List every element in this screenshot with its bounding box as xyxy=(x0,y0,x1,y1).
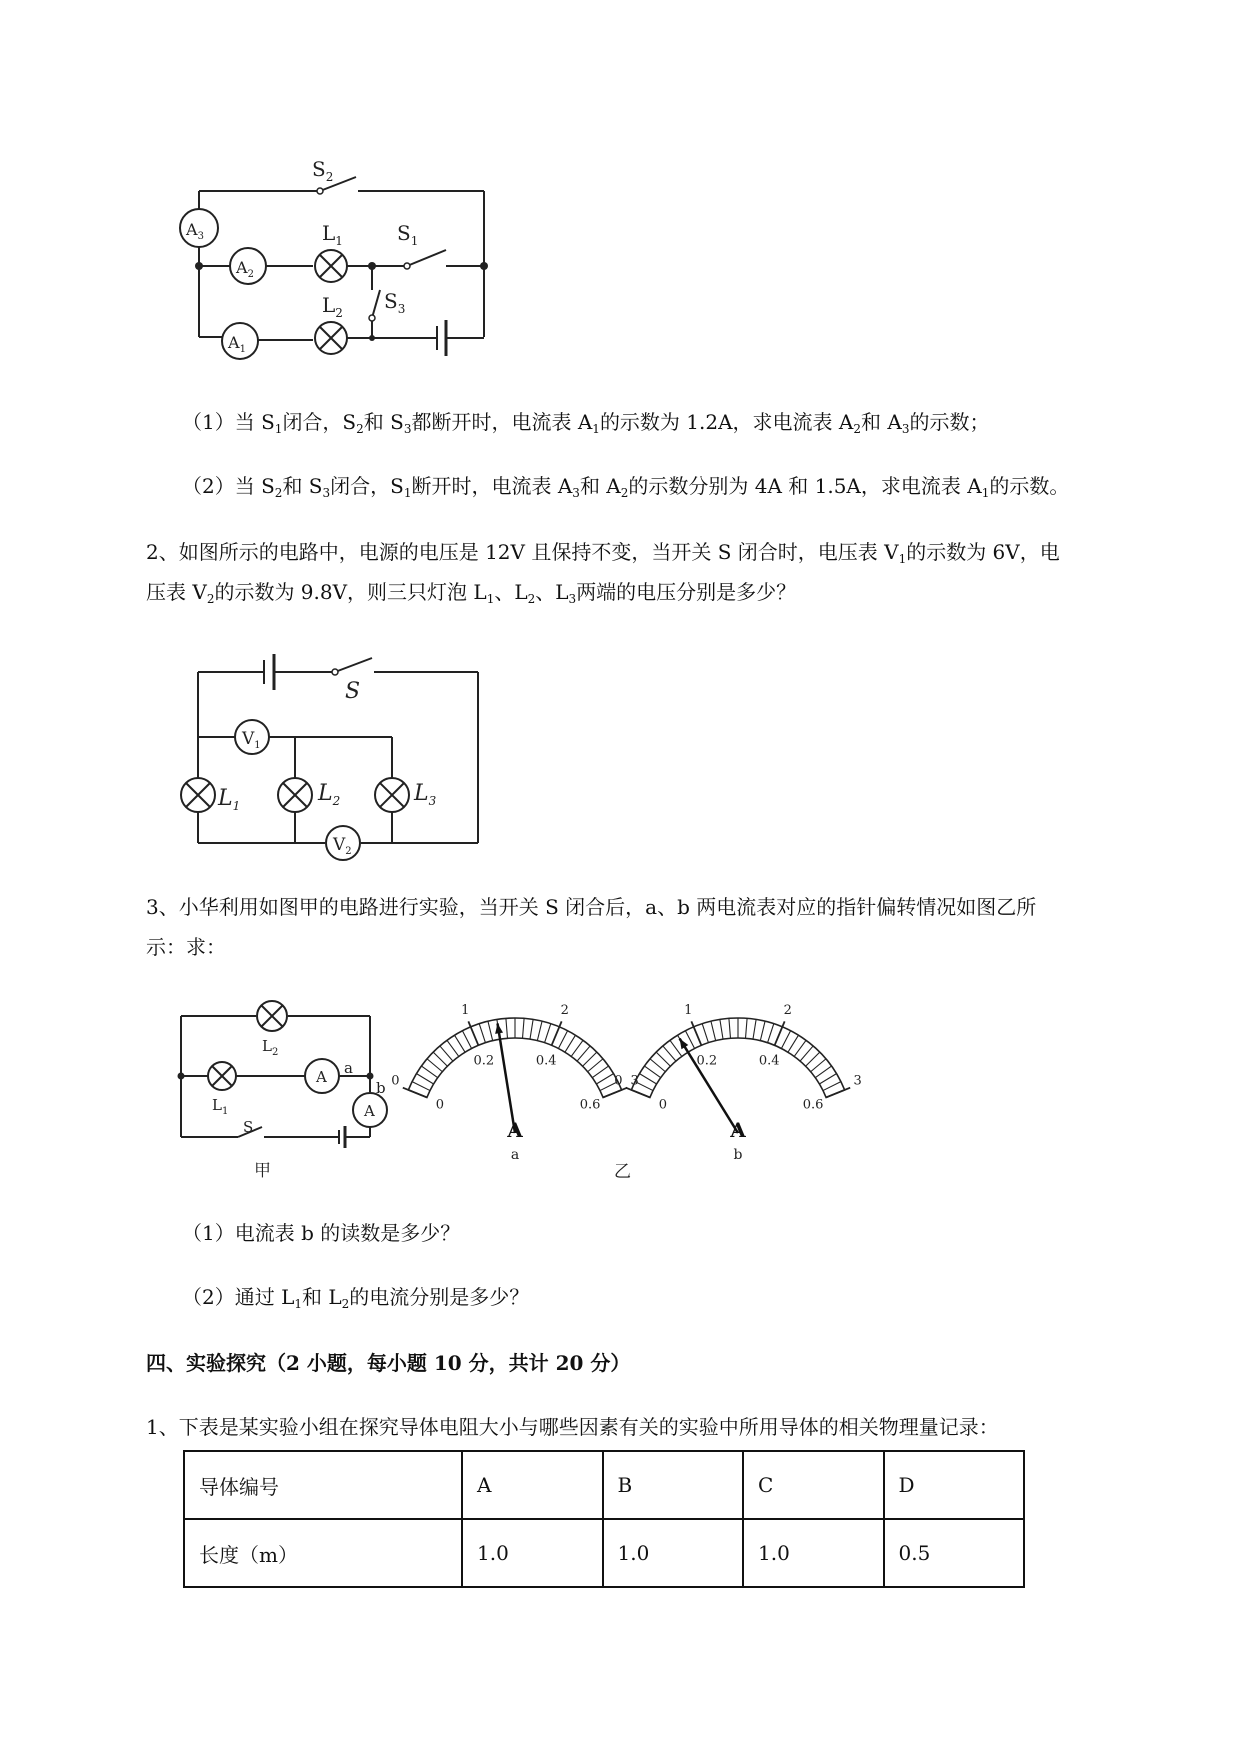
conductor-table xyxy=(183,1450,1025,1588)
q1-part1: （1）当 $S_1$闭合，$S_2$和 $S_3$都断开时，电流表 $A_1$的示数为 1.2A，求电流表 $A_2$和 $A_3$的示数； xyxy=(182,410,990,436)
q3-circuit-jia xyxy=(170,995,400,1195)
meter-tick xyxy=(577,1046,590,1061)
meter-tick xyxy=(670,1040,682,1056)
table-row xyxy=(184,1519,1024,1587)
section4-heading: 四、实验探究（2 小题，每小题 10 分，共计 20 分） xyxy=(146,1351,631,1375)
meter-top-scale-label: 2 xyxy=(783,1002,792,1018)
q1-label-a2: $A_2$ xyxy=(236,258,254,280)
meter-tick xyxy=(545,1024,551,1043)
meter-tick xyxy=(753,1019,756,1039)
meter-tick xyxy=(806,1052,820,1066)
meter-tick xyxy=(523,1018,525,1038)
q3-part1: （1）电流表 b 的读数是多少？ xyxy=(182,1221,461,1245)
meter-top-scale-label: 3 xyxy=(853,1073,862,1089)
meter-tick xyxy=(565,1035,576,1052)
meter-tick xyxy=(823,1082,841,1091)
meter-tick xyxy=(588,1059,603,1072)
q1-label-a3: $A_3$ xyxy=(186,220,204,242)
meter-tick xyxy=(571,1040,583,1056)
table-cell: 导体编号 xyxy=(184,1451,462,1519)
meter-tick xyxy=(421,1066,437,1078)
q2-label-s: S xyxy=(345,679,361,704)
meter-bottom-scale-label: 0.6 xyxy=(802,1097,824,1113)
meter-tick xyxy=(433,1052,447,1066)
table-cell: A xyxy=(462,1451,603,1519)
meter-needle-tip xyxy=(676,1036,688,1049)
q3-part2: （2）通过 $L_1$和 $L_2$的电流分别是多少？ xyxy=(182,1285,530,1311)
table-cell: B xyxy=(603,1451,744,1519)
meter-bottom-scale-label: 0.4 xyxy=(758,1053,780,1069)
meter-tick xyxy=(596,1074,613,1084)
meter-tick xyxy=(826,1088,850,1098)
meter-tick xyxy=(626,1088,650,1098)
meter-tick xyxy=(729,1018,731,1038)
q1-label-s2: $S_2$ xyxy=(312,157,334,184)
q2-label-l2: $L_2$ xyxy=(318,781,341,808)
meter-bottom-scale-label: 0.4 xyxy=(535,1053,557,1069)
meter-top-scale-label: 2 xyxy=(560,1002,569,1018)
q3-meters-yi xyxy=(391,1002,862,1200)
q3-caption-yi: 乙 xyxy=(614,1162,631,1182)
q3-label-s: S xyxy=(243,1118,254,1136)
meter-tick xyxy=(530,1019,533,1039)
q2-label-l1: $L_1$ xyxy=(218,786,241,813)
meter-tick xyxy=(412,1082,430,1091)
q3-label-b: b xyxy=(376,1079,386,1097)
table-cell: 长度（m） xyxy=(184,1519,462,1587)
q3-caption-jia: 甲 xyxy=(254,1161,271,1181)
section4-q1-text: 1、下表是某实验小组在探究导体电阻大小与哪些因素有关的实验中所用导体的相关物理量记录： xyxy=(146,1415,999,1439)
meter-tick xyxy=(720,1019,723,1039)
q2-label-v2: $V_2$ xyxy=(333,835,352,857)
q3-text-line2: 示：求： xyxy=(146,935,226,959)
meter-bottom-scale-label: 0.2 xyxy=(473,1053,495,1069)
meter-tick xyxy=(819,1074,836,1084)
meter-tick xyxy=(462,1031,471,1049)
meter-top-scale-label: 3 xyxy=(630,1073,639,1089)
meter-tick xyxy=(788,1035,799,1052)
meter-label: a xyxy=(510,1147,520,1163)
meter-top-scale-label: 0 xyxy=(391,1073,400,1089)
meter-tick xyxy=(781,1031,790,1049)
meter-tick xyxy=(760,1021,765,1040)
q2-circuit-diagram xyxy=(175,645,485,865)
meter-tick xyxy=(403,1088,427,1098)
meter-tick xyxy=(768,1024,774,1043)
meter-tick xyxy=(558,1031,567,1049)
q1-label-a1: $A_1$ xyxy=(228,333,246,355)
q3-label-a: a xyxy=(344,1059,353,1077)
meter-bottom-scale-label: 0 xyxy=(658,1097,668,1113)
table-cell: 1.0 xyxy=(743,1519,884,1587)
table-cell: C xyxy=(743,1451,884,1519)
q1-circuit-diagram xyxy=(170,150,510,370)
meter-tick xyxy=(416,1074,433,1084)
meter-tick xyxy=(440,1046,453,1061)
meter-top-scale-label: 1 xyxy=(461,1002,470,1018)
q1-label-l1: $L_1$ xyxy=(322,221,343,248)
meter-label: b xyxy=(733,1147,743,1163)
meter-tick xyxy=(447,1040,459,1056)
meter-tick xyxy=(644,1066,660,1078)
meter-tick xyxy=(815,1066,831,1078)
meter-needle-symbol: A xyxy=(730,1118,746,1142)
q3-ammeter-b-symbol: A xyxy=(364,1102,375,1120)
table-cell: 1.0 xyxy=(462,1519,603,1587)
meter-top-scale-label: 1 xyxy=(684,1002,693,1018)
q2-label-v1: $V_1$ xyxy=(242,729,261,751)
meter-tick xyxy=(746,1018,748,1038)
meter-top-scale-label: 0 xyxy=(614,1073,623,1089)
meter-tick xyxy=(656,1052,670,1066)
meter-tick xyxy=(427,1059,442,1072)
meter-tick xyxy=(702,1024,708,1043)
meter-tick xyxy=(663,1046,676,1061)
q2-text-line2: 压表 $V_2$的示数为 9.8V，则三只灯泡 $L_1$、$L_2$、$L_3$两端的电压分别是多少？ xyxy=(146,580,797,606)
meter-bottom-scale-label: 0 xyxy=(435,1097,445,1113)
q3-label-l1: $L_1$ xyxy=(212,1096,229,1117)
q3-text-line1: 3、小华利用如图甲的电路进行实验，当开关 S 闭合后，a、b 两电流表对应的指针偏转情况如图乙所 xyxy=(146,895,1037,919)
meter-bottom-scale-label: 0.6 xyxy=(579,1097,601,1113)
q1-part2: （2）当 $S_2$和 $S_3$闭合，$S_1$断开时，电流表 $A_3$和 $A_2$的示数分别为 4A 和 1.5A，求电流表 $A_1$的示数。 xyxy=(182,474,1070,500)
meter-tick xyxy=(711,1021,716,1040)
q1-label-l2: $L_2$ xyxy=(322,293,343,320)
meter-needle xyxy=(498,1023,515,1133)
q2-text-line1: 2、如图所示的电路中，电源的电压是 12V 且保持不变，当开关 S 闭合时，电压表 $V_1$的示数为 6V，电 xyxy=(146,540,1060,566)
meter-tick xyxy=(455,1035,466,1052)
q1-label-s3: $S_3$ xyxy=(384,289,406,316)
table-cell: 1.0 xyxy=(603,1519,744,1587)
table-cell: 0.5 xyxy=(884,1519,1025,1587)
meter-tick xyxy=(603,1088,627,1098)
meter-tick xyxy=(794,1040,806,1056)
meter-bottom-scale-label: 0.2 xyxy=(696,1053,718,1069)
meter-tick xyxy=(639,1074,656,1084)
meter-tick xyxy=(811,1059,826,1072)
q3-ammeter-a-symbol: A xyxy=(316,1068,327,1086)
meter-tick xyxy=(583,1052,597,1066)
table-cell: D xyxy=(884,1451,1025,1519)
q1-label-s1: $S_1$ xyxy=(397,221,419,248)
q3-label-l2: $L_2$ xyxy=(262,1037,279,1058)
meter-tick xyxy=(488,1021,493,1040)
meter-needle-symbol: A xyxy=(507,1118,523,1142)
meter-tick xyxy=(592,1066,608,1078)
meter-b xyxy=(614,1003,861,1163)
meter-a xyxy=(391,1003,638,1163)
meter-tick xyxy=(800,1046,813,1061)
meter-tick xyxy=(506,1018,508,1038)
meter-tick xyxy=(537,1021,542,1040)
meter-tick xyxy=(650,1059,665,1072)
table-row xyxy=(184,1451,1024,1519)
meter-tick xyxy=(479,1024,485,1043)
q2-label-l3: $L_3$ xyxy=(414,781,437,808)
